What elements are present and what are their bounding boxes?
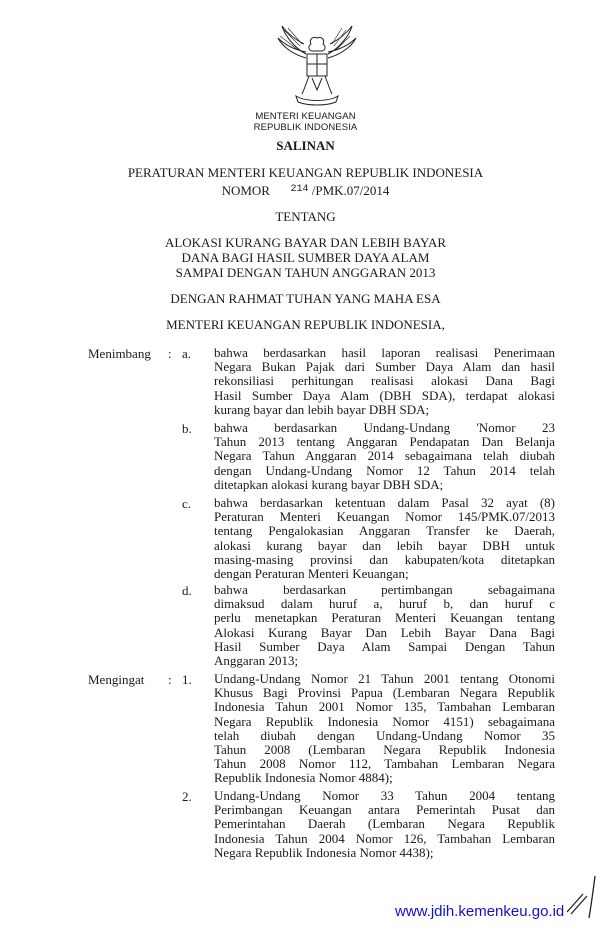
item-text-line: Alokasi Kurang Bayar Dan Lebih Bayar Dana Bagi	[214, 625, 555, 640]
item-text-line: Hasil Sumber Daya Alam Sampai Dengan Tahun	[214, 639, 555, 654]
item-text-line: Negara Republik Indonesia Nomor 4438);	[214, 845, 434, 860]
institution-line-1: MENTERI KEUANGAN	[255, 111, 356, 122]
item-text-line: Republik Indonesia Nomor 4884);	[214, 771, 393, 786]
item-text-line: ditetapkan alokasi kurang bayar DBH SDA;	[214, 477, 444, 492]
item-text-line: Pemerintahan Daerah (Lembaran Negara Republik	[214, 817, 555, 832]
item-marker: c.	[182, 496, 192, 511]
number-prefix: NOMOR	[221, 183, 270, 198]
item-marker: 1.	[182, 672, 192, 687]
section-label-mengingat: Mengingat	[88, 672, 145, 687]
blessing: DENGAN RAHMAT TUHAN YANG MAHA ESA	[170, 291, 441, 306]
item-text-line: Indonesia Tahun 2004 Nomor 126, Tambahan Lembaran	[214, 831, 555, 846]
item-text-line: bahwa berdasarkan pertimbangan sebagaimana	[214, 583, 555, 597]
item-text-line: Indonesia Tahun 2001 Nomor 135, Tambahan Lembaran	[214, 700, 555, 715]
item-text-line: tentang Pengalokasian Anggaran Transfer ke Daerah,	[214, 524, 555, 539]
subject-line-1: ALOKASI KURANG BAYAR DAN LEBIH BAYAR	[164, 235, 447, 250]
item-text-line: Negara Republik Indonesia Nomor 4151) sebagaimana	[214, 714, 555, 729]
item-text-line: Tahun 2013 tentang Anggaran Pendapatan Dan Belanja	[214, 435, 555, 450]
initials-signature-icon	[565, 872, 605, 927]
item-text-line: masing-masing provinsi dan kabupaten/kota ditetapkan	[214, 552, 555, 567]
item-text-line: Perimbangan Keuangan antara Pemerintah Pusat dan	[214, 803, 555, 818]
website-url[interactable]: www.jdih.kemenkeu.go.id	[395, 903, 565, 920]
garuda-emblem-icon	[276, 24, 358, 108]
issuer: MENTERI KEUANGAN REPUBLIK INDONESIA,	[166, 317, 445, 332]
item-text-line: bahwa berdasarkan ketentuan dalam Pasal 32 ayat (8)	[214, 496, 555, 510]
about-label: TENTANG	[275, 209, 336, 224]
regulation-title: PERATURAN MENTERI KEUANGAN REPUBLIK INDONESIA	[127, 165, 484, 180]
item-text-line: Tahun 2008 (Lembaran Negara Republik Indonesia	[214, 742, 555, 757]
item-marker: 2.	[182, 789, 192, 804]
regulation-number	[0, 183, 611, 199]
item-text-line: Undang-Undang Nomor 33 Tahun 2004 tentang	[214, 789, 555, 803]
list-item	[214, 346, 555, 417]
item-text-line: rekonsiliasi perhitungan realisasi alokasi Dana Bagi	[214, 374, 555, 389]
list-item	[214, 496, 555, 581]
item-text-line: Negara Bukan Pajak dari Sumber Daya Alam dan hasil	[214, 360, 555, 375]
item-text-line: kurang bayar dan lebih bayar DBH SDA;	[214, 402, 430, 417]
institution-line-2: REPUBLIK INDONESIA	[253, 122, 358, 133]
list-item	[214, 583, 555, 668]
list-item	[214, 789, 555, 860]
item-text-line: bahwa berdasarkan hasil laporan realisasi Penerimaan	[214, 346, 555, 360]
item-marker: a.	[182, 346, 192, 361]
item-text-line: Peraturan Menteri Keuangan Nomor 145/PMK.07/2013	[214, 510, 555, 525]
subject-line-2: DANA BAGI HASIL SUMBER DAYA ALAM	[181, 250, 430, 265]
section-colon: :	[168, 672, 172, 687]
item-text-line: Anggaran 2013;	[214, 653, 299, 668]
number-suffix: /PMK.07/2014	[311, 183, 390, 198]
item-text-line: bahwa berdasarkan Undang-Undang 'Nomor 23	[214, 421, 555, 435]
list-item	[214, 421, 555, 492]
item-text-line: dimaksud dalam huruf a, huruf b, dan huruf c	[214, 597, 555, 612]
copy-mark: SALINAN	[276, 138, 335, 153]
item-text-line: alokasi kurang bayar dan lebih bayar DBH untuk	[214, 538, 555, 553]
item-text-line: Undang-Undang Nomor 21 Tahun 2001 tentang Otonomi	[214, 672, 555, 686]
list-item	[214, 672, 555, 786]
item-text-line: perlu menetapkan Peraturan Menteri Keuangan tentang	[214, 611, 555, 626]
item-text-line: dengan Peraturan Menteri Keuangan;	[214, 566, 409, 581]
number-handwritten: 214	[290, 184, 309, 195]
item-text-line: Khusus Bagi Provinsi Papua (Lembaran Negara Republik	[214, 686, 555, 701]
item-text-line: Negara Tahun Anggaran 2014 sebagaimana telah diubah	[214, 449, 555, 464]
subject-line-3: SAMPAI DENGAN TAHUN ANGGARAN 2013	[175, 265, 436, 280]
item-text-line: dengan Undang-Undang Nomor 12 Tahun 2014 telah	[214, 463, 555, 478]
section-colon: :	[168, 346, 172, 361]
item-text-line: Hasil Sumber Daya Alam (DBH SDA), terdapat alokasi	[214, 388, 555, 403]
item-marker: d.	[182, 583, 192, 598]
section-label-menimbang: Menimbang	[88, 346, 151, 361]
item-text-line: Tahun 2008 Nomor 112, Tambahan Lembaran Negara	[214, 757, 555, 772]
item-marker: b.	[182, 421, 192, 436]
item-text-line: telah diubah dengan Undang-Undang Nomor 35	[214, 728, 555, 743]
